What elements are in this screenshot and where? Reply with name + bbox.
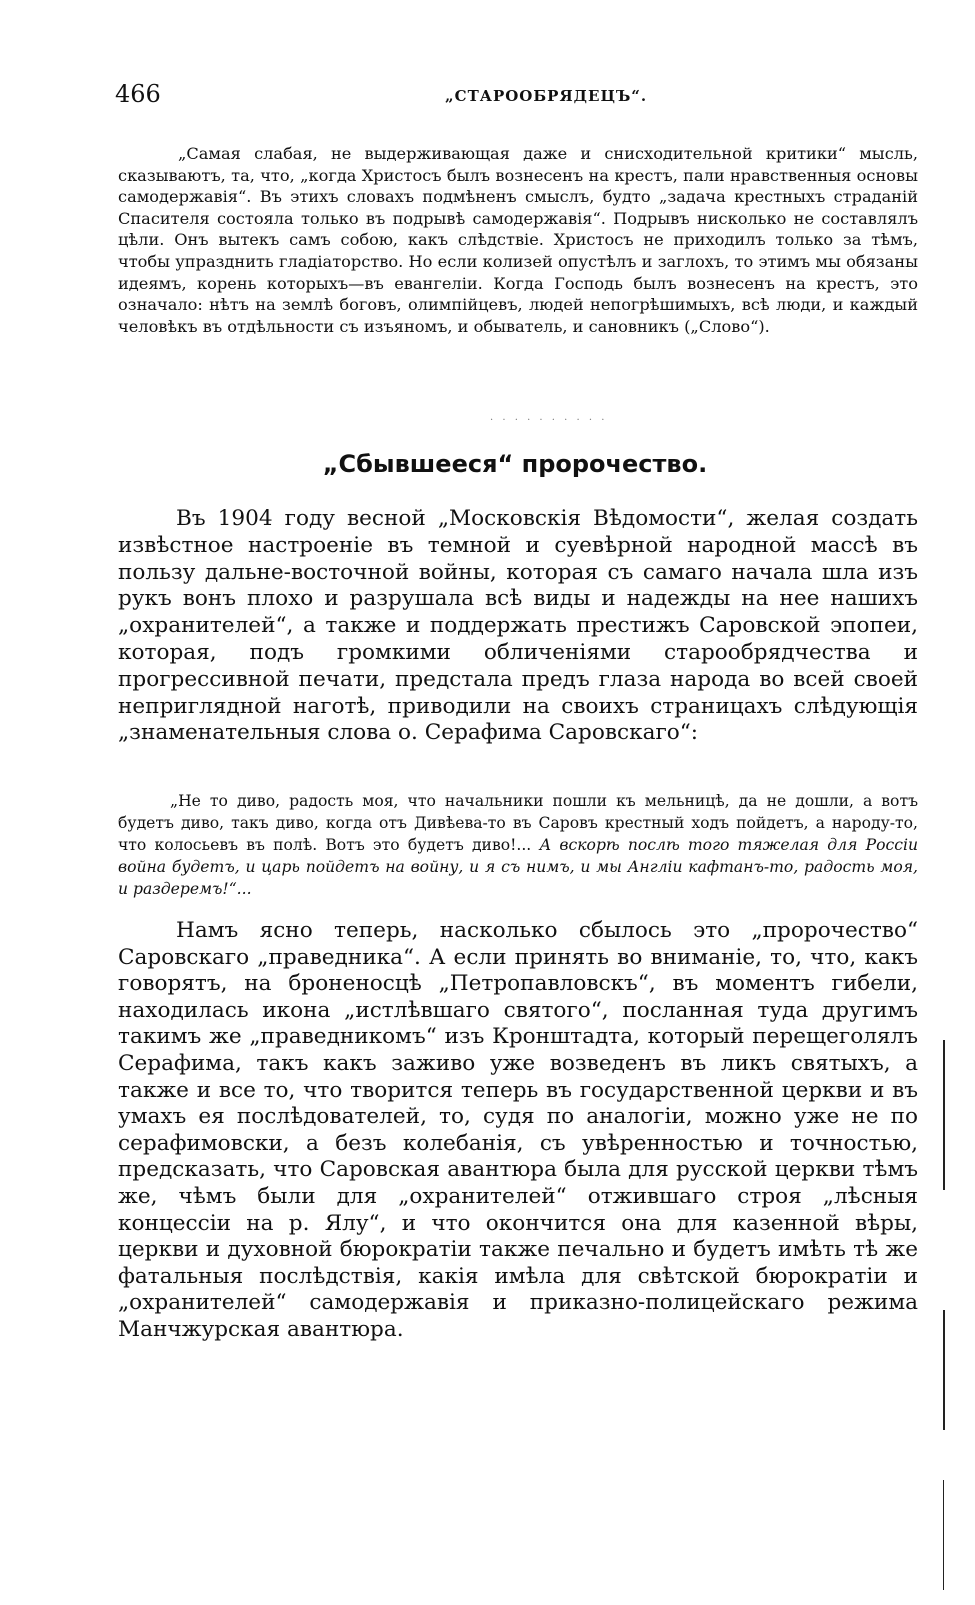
body-paragraph-2: Намъ ясно теперь, насколько сбылось это „пророчество“ Саровскаго „праведника“. А если принять во вниманіе, то, что, какъ говорятъ, на броненосцѣ „Петропавловскъ“, въ моментъ гибели, находилась икона „истлѣвшаго святого“, посланная туда другимъ такимъ же „праведникомъ“ изъ Кронштадта, который перещеголялъ Серафима, такъ какъ заживо уже возведенъ въ ликъ святыхъ, а также и все то, что творится теперь въ государственной церкви и въ умахъ ея послѣдователей, то, судя по аналогіи, можно уже не по серафимовски, а безъ колебанія, съ увѣренностью и точностью, предсказать, что Саровская авантюра была для русской церкви тѣмъ же, чѣмъ были для „охранителей“ отжившаго строя „лѣсныя концессіи на р. Ялу“, и что окончится она для казенной вѣры, церкви и духовной бюрократіи также печально и будетъ имѣть тѣ же фатальныя послѣдствія, какія имѣла для свѣтской бюрократіи и „охранителей“ самодержавія и приказно-полицейскаго режима Манчжурская авантюра. xyxy=(118,918,918,1342)
body-paragraph-1: Въ 1904 году весной „Московскія Вѣдомости“, желая создать извѣстное настроеніе въ темной и суевѣрной народной массѣ въ пользу дальне-восточной войны, которая съ самаго начала шла изъ рукъ вонъ плохо и разрушала всѣ виды и надежды на нее нашихъ „охранителей“, а также и поддержать престижъ Саровской эпопеи, которая, подъ громкими обличеніями старообрядчества и прогрессивной печати, предстала предъ глаза народа во всей своей неприглядной наготѣ, приводили на своихъ страницахъ слѣдующія „знаменательныя слова о. Серафима Саровскаго“: xyxy=(118,506,918,746)
prophecy-quote xyxy=(118,790,918,900)
margin-rule-middle xyxy=(943,1310,945,1430)
body-text-2 xyxy=(118,918,918,1344)
prophecy-paragraph xyxy=(118,790,918,900)
section-title: „Сбывшееся“ пророчество. xyxy=(322,450,708,478)
running-head xyxy=(115,80,845,110)
page-number: 466 xyxy=(115,80,161,108)
prophecy-plain-text: „Не то диво, радость моя, что начальники пошли къ мельницѣ, да не дошли, а вотъ будетъ диво, такъ диво, когда отъ Дивѣева-то въ Саровъ крестный ходъ пойдетъ, а народу-то, что колосьевъ въ полѣ. Вотъ это будетъ диво!... xyxy=(118,792,918,854)
body-text-1 xyxy=(118,506,918,747)
margin-rule-upper xyxy=(943,1040,945,1190)
margin-rule-lower xyxy=(943,1480,944,1590)
quoted-passage xyxy=(118,143,918,337)
journal-title: „СТАРООБРЯДЕЦЪ“. xyxy=(445,87,648,105)
separator-dots: . . . . . . . . . . xyxy=(490,412,608,423)
prophecy-italic-text: А вскорѣ послѣ того тяжелая для Россіи война будетъ, и царь пойдетъ на войну, и я съ нимъ, и мы Англіи кафтанъ-то, радость моя, и раздеремъ!“... xyxy=(118,836,918,898)
quote-paragraph: „Самая слабая, не выдерживающая даже и снисходительной критики“ мысль, сказываютъ, та, что, „когда Христосъ былъ вознесенъ на крестъ, пали нравственныя основы самодержавія“. Въ этихъ словахъ подмѣненъ смыслъ, будто „задача крестныхъ страданій Спасителя состояла только въ подрывѣ самодержавія“. Подрывъ нисколько не составлялъ цѣли. Онъ вытекъ самъ собою, какъ слѣдствіе. Христосъ не приходилъ только за тѣмъ, чтобы упразднить гладіаторство. Но если колизей опустѣлъ и заглохъ, то этимъ мы обязаны идеямъ, корень которыхъ—въ евангеліи. Когда Господь былъ вознесенъ на крестъ, это означало: нѣтъ на землѣ боговъ, олимпійцевъ, людей непогрѣшимыхъ, всѣ люди, и каждый человѣкъ въ отдѣльности съ изъяномъ, и обыватель, и сановникъ („Слово“). xyxy=(118,144,918,336)
